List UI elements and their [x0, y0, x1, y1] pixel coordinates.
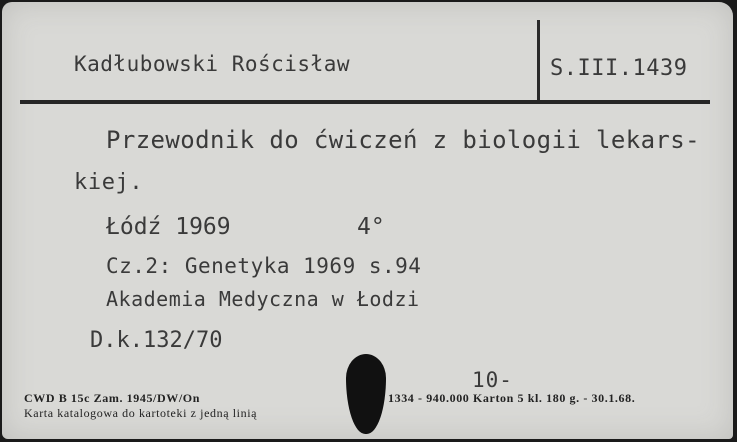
publisher: Akademia Medyczna w Łodzi — [106, 287, 420, 311]
format: 4° — [357, 214, 385, 240]
page-number: 10- — [472, 368, 513, 392]
imprint: Łódź 1969 — [106, 214, 231, 240]
header-divider-vertical — [537, 20, 540, 102]
call-number: D.k.132/70 — [90, 328, 223, 353]
print-info-line-2: Karta katalogowa do kartoteki z jedną linią — [24, 406, 258, 420]
shelf-signature: S.III.1439 — [550, 56, 688, 81]
header-divider-horizontal — [20, 100, 710, 104]
author-name: Kadłubowski Rościsław — [74, 52, 351, 76]
punch-hole — [346, 354, 386, 434]
print-info-line-1: CWD B 15c Zam. 1945/DW/On — [24, 391, 201, 405]
print-info-line-3: 1334 - 940.000 Karton 5 kl. 180 g. - 30.1.68. — [388, 391, 636, 405]
catalog-card — [2, 2, 733, 439]
title-line-1: Przewodnik do ćwiczeń z biologii lekars- — [106, 126, 700, 154]
title-line-2: kiej. — [74, 170, 144, 195]
part-info: Cz.2: Genetyka 1969 s.94 — [106, 254, 422, 278]
